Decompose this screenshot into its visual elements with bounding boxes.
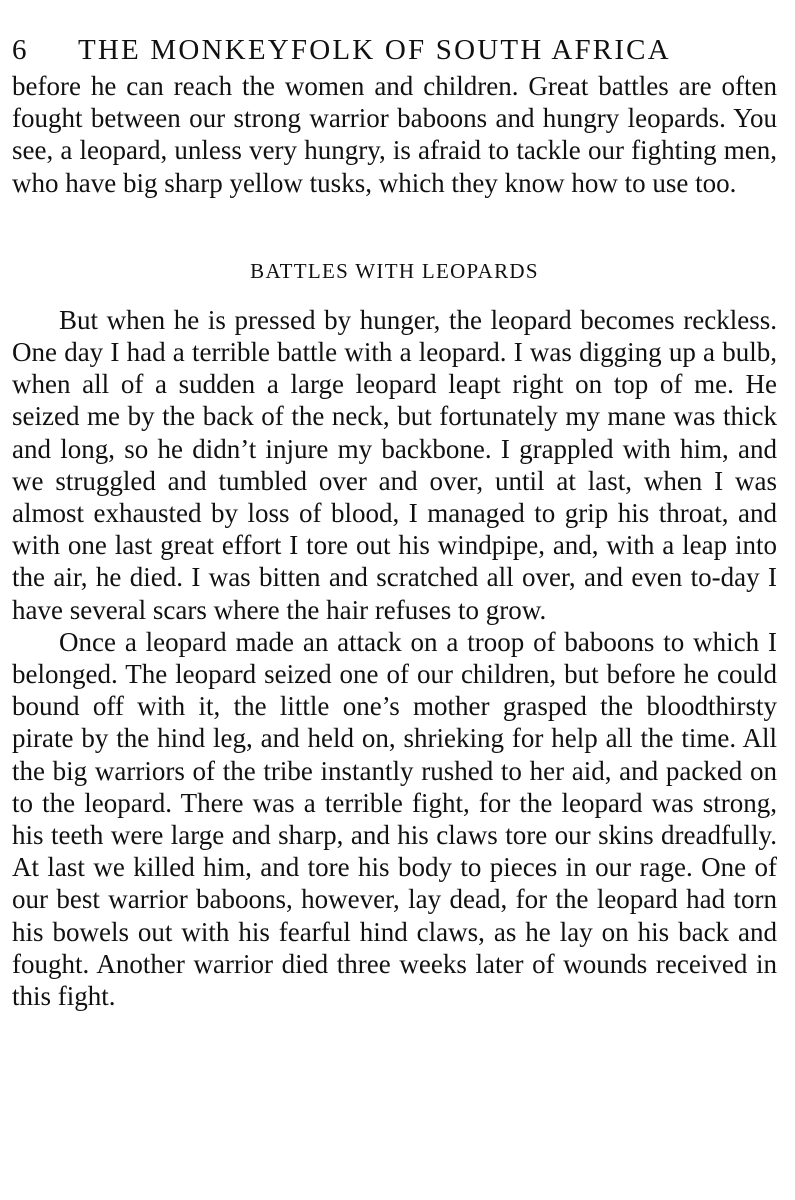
- book-title: THE MONKEYFOLK OF SOUTH AFRICA: [78, 34, 671, 66]
- running-header: [12, 30, 777, 70]
- body-paragraph: But when he is pressed by hunger, the leopard becomes reckless. One day I had a terrible battle with a leopard. I was digging up a bulb, when all of a sudden a large leopard leapt right on top of me. He seized me by the back of the neck, but fortunately my mane was thick and long, so he didn’t injure my backbone. I grappled with him, and we struggled and tumbled over and over, until at last, when I was almost exhausted by loss of blood, I managed to grip his throat, and with one last great effort I tore out his windpipe, and, with a leap into the air, he died. I was bitten and scratched all over, and even to-day I have several scars where the hair refuses to grow.: [12, 304, 777, 625]
- book-page: [12, 30, 777, 1012]
- opening-paragraph: before he can reach the women and children. Great battles are often fought between our strong warrior baboons and hungry leopards. You see, a leopard, unless very hungry, is afraid to tackle our fighting men, who have big sharp yellow tusks, which they know how to use too.: [12, 71, 777, 198]
- section-heading: BATTLES WITH LEOPARDS: [250, 258, 539, 283]
- body-paragraph: Once a leopard made an attack on a troop of baboons to which I belonged. The leopard seized one of our children, but before he could bound off with it, the little one’s mother grasped the bloodthirsty pirate by the hind leg, and held on, shrieking for help all the time. All the big warriors of the tribe instantly rushed to her aid, and packed on to the leopard. There was a terrible fight, for the leopard was strong, his teeth were large and sharp, and his claws tore our skins dreadfully. At last we killed him, and tore his body to pieces in our rage. One of our best warrior baboons, however, lay dead, for the leopard had torn his bowels out with his fearful hind claws, as he lay on his back and fought. Another warrior died three weeks later of wounds received in this fight.: [12, 626, 777, 1012]
- page-number: 6: [12, 34, 29, 66]
- page-body: [12, 70, 777, 1012]
